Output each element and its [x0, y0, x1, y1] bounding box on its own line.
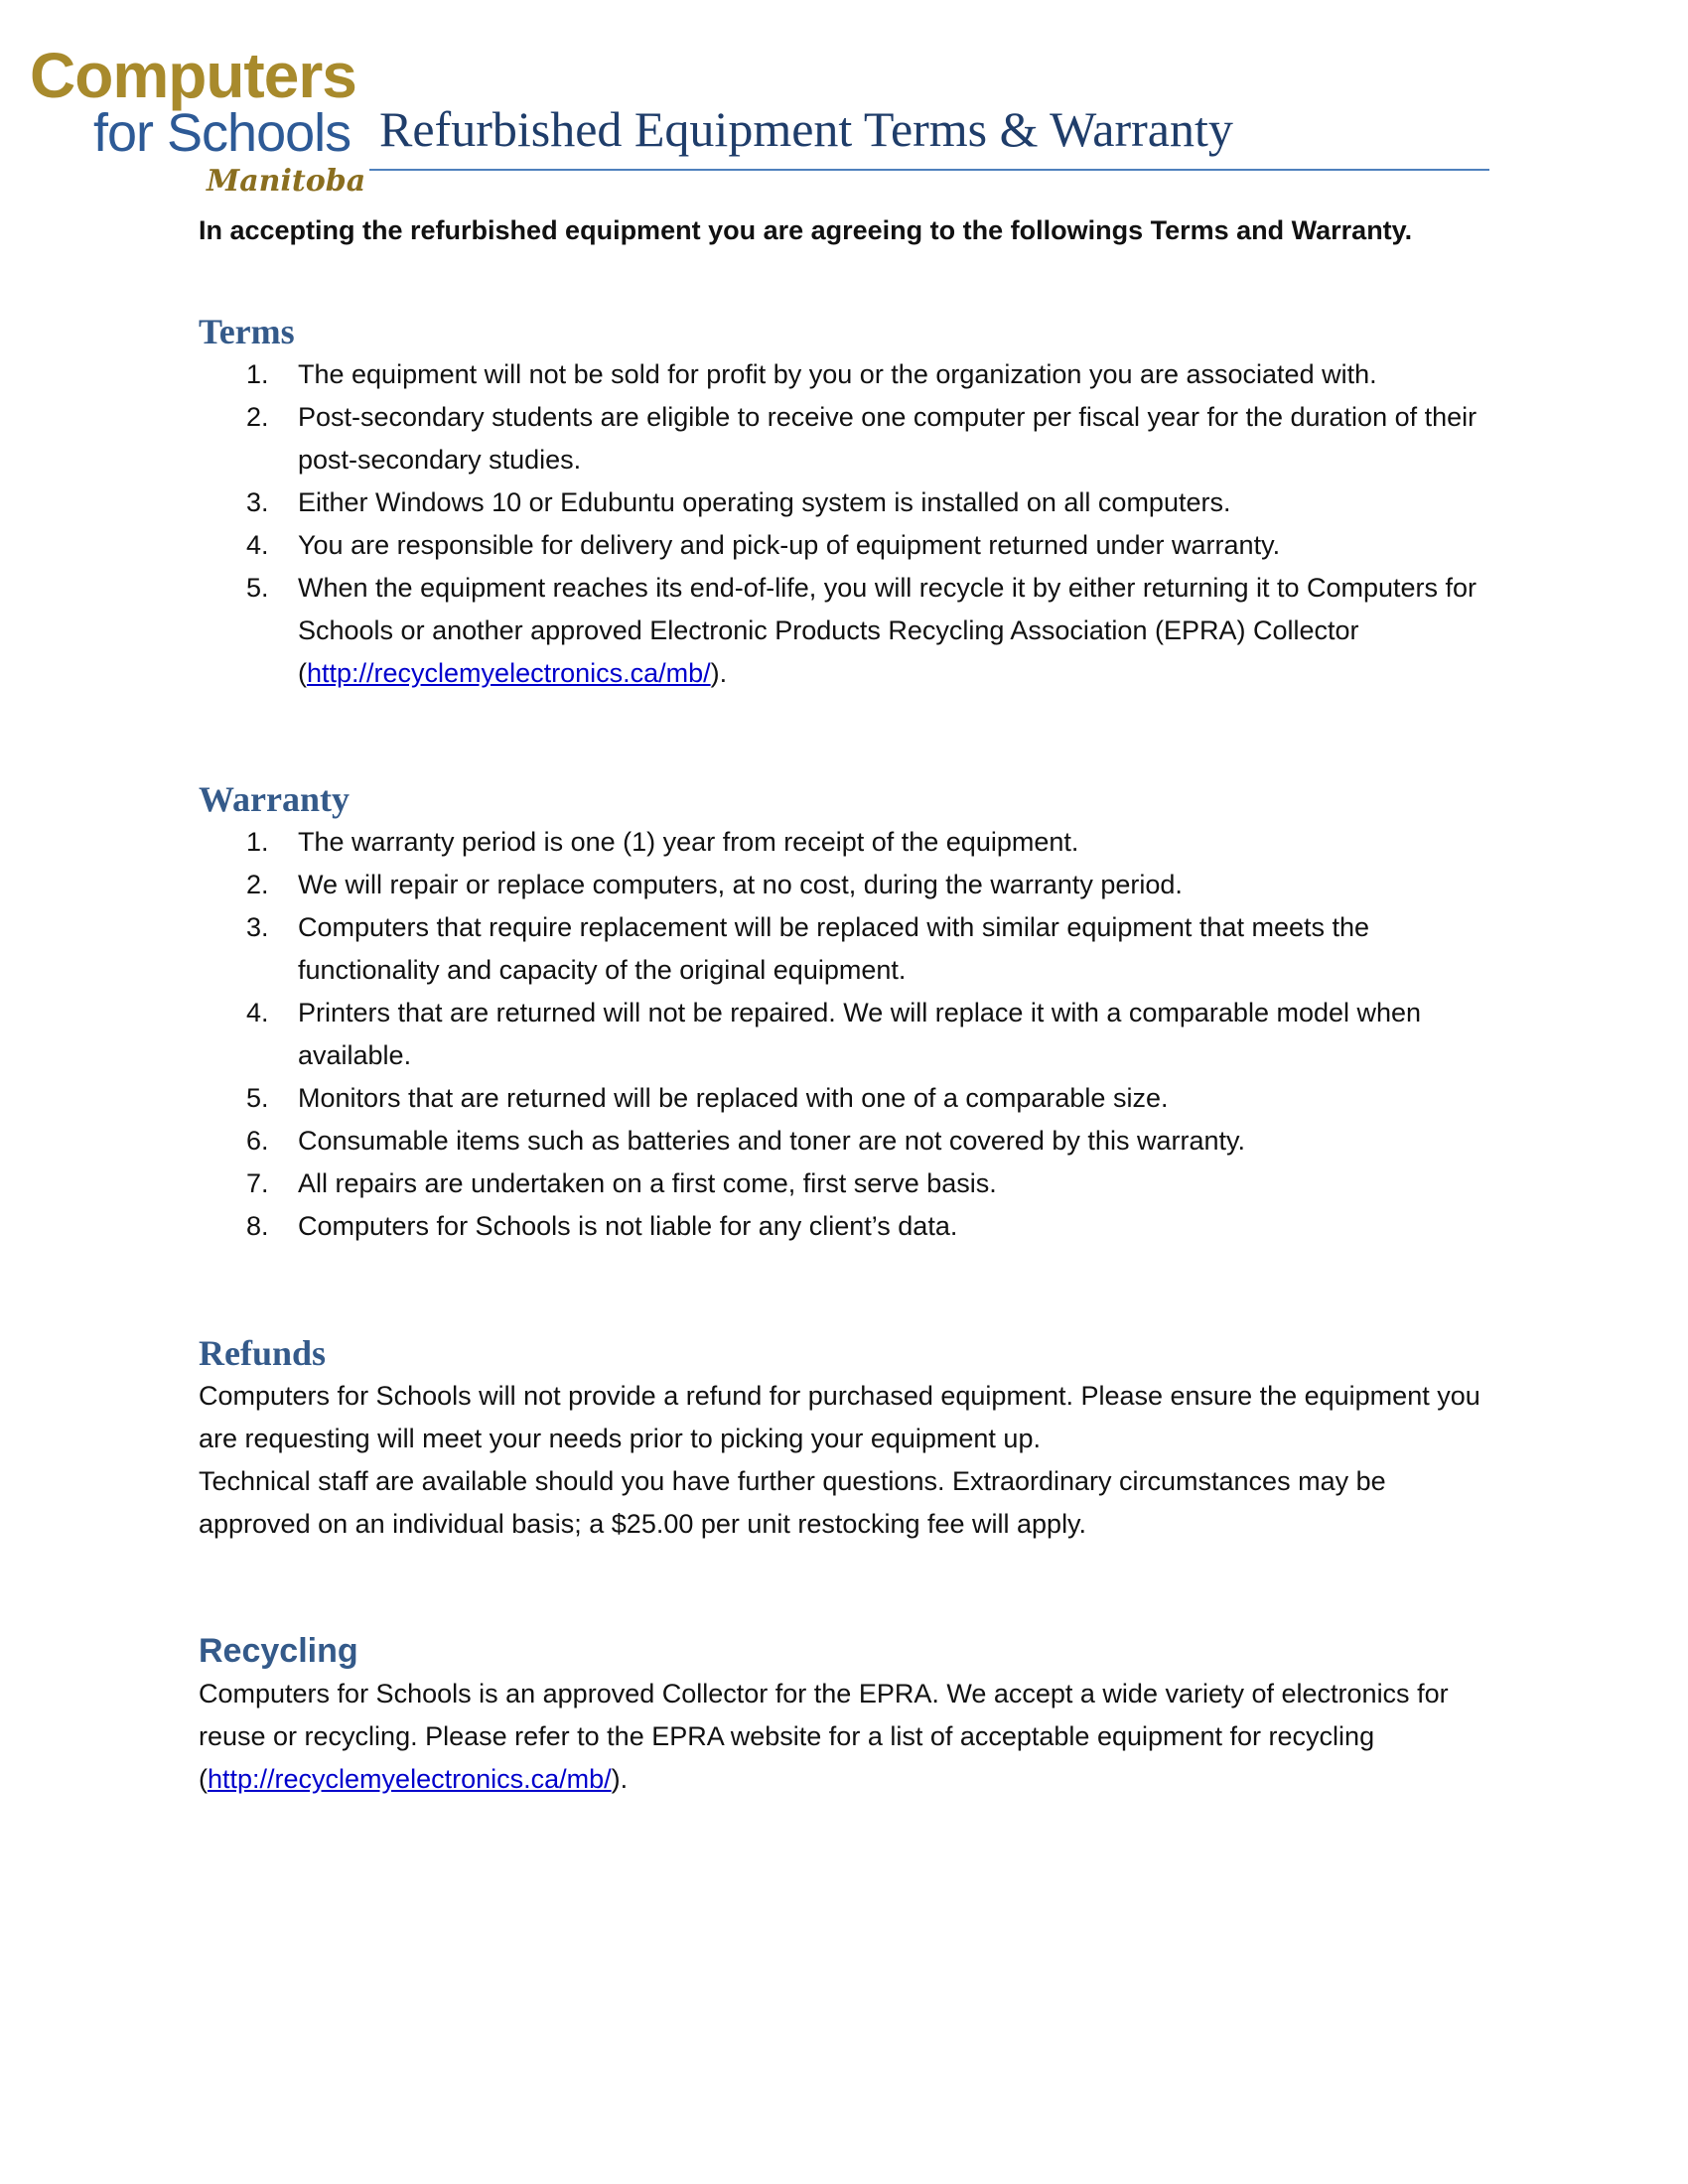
- list-item-text: Printers that are returned will not be repaired. We will replace it with a comparable model when available.: [298, 998, 1422, 1070]
- refunds-section: [199, 1331, 1489, 1546]
- warranty-item: [199, 864, 1489, 906]
- list-item-text: Either Windows 10 or Edubuntu operating system is installed on all computers.: [298, 487, 1231, 517]
- terms-list: [199, 353, 1489, 695]
- logo-text-computers: Computers: [30, 40, 356, 111]
- list-number: 5.: [246, 573, 269, 603]
- warranty-item: [199, 906, 1489, 992]
- refunds-paragraph: Technical staff are available should you have further questions. Extraordinary circumstances may be approved on an individual basis; a $25.00 per unit restocking fee will apply.: [199, 1466, 1386, 1539]
- list-item-text: Computers for Schools is not liable for any client’s data.: [298, 1211, 958, 1241]
- terms-item: [199, 567, 1489, 695]
- list-number: 1.: [246, 827, 269, 857]
- warranty-section: [199, 777, 1489, 1248]
- warranty-item: [199, 1205, 1489, 1248]
- warranty-item: [199, 1120, 1489, 1162]
- terms-item: [199, 481, 1489, 524]
- list-number: 3.: [246, 912, 269, 942]
- recycling-heading: Recycling: [199, 1632, 358, 1670]
- list-item-text: Computers that require replacement will be replaced with similar equipment that meets the functionality and capacity of the original equipment.: [298, 912, 1370, 985]
- list-item-text: All repairs are undertaken on a first come, first serve basis.: [298, 1168, 997, 1198]
- terms-item: [199, 396, 1489, 481]
- terms-item: [199, 524, 1489, 567]
- warranty-heading: Warranty: [199, 779, 350, 819]
- list-item-text: When the equipment reaches its end-of-life, you will recycle it by either returning it to Computers for Schools or another approved Electronic Products Recycling Association (EPRA) Collector (: [298, 573, 1477, 688]
- recycling-text-suffix: ).: [611, 1764, 629, 1794]
- list-item-text: You are responsible for delivery and pick-up of equipment returned under warranty.: [298, 530, 1281, 560]
- logo-text-for-schools: for Schools: [93, 103, 352, 163]
- terms-heading: Terms: [199, 312, 295, 351]
- list-item-text-suffix: ).: [710, 658, 728, 688]
- refunds-heading: Refunds: [199, 1333, 327, 1373]
- warranty-list: [199, 821, 1489, 1248]
- list-item-text: The equipment will not be sold for profit by you or the organization you are associated with.: [298, 359, 1377, 389]
- epra-link[interactable]: http://recyclemyelectronics.ca/mb/: [208, 1764, 612, 1794]
- terms-item: [199, 353, 1489, 396]
- computers-for-schools-logo: [30, 40, 377, 199]
- list-item-text: Post-secondary students are eligible to receive one computer per fiscal year for the duration of their post-secondary studies.: [298, 402, 1477, 475]
- warranty-item: [199, 1162, 1489, 1205]
- logo-text-manitoba: Manitoba: [207, 164, 366, 199]
- list-number: 3.: [246, 487, 269, 517]
- warranty-item: [199, 1077, 1489, 1120]
- list-number: 2.: [246, 870, 269, 899]
- epra-link[interactable]: http://recyclemyelectronics.ca/mb/: [307, 658, 711, 688]
- title-underline: [369, 169, 1489, 171]
- recycling-section: [199, 1629, 1489, 1801]
- list-item-text: Consumable items such as batteries and toner are not covered by this warranty.: [298, 1126, 1245, 1156]
- terms-section: [199, 310, 1489, 695]
- list-item-text: Monitors that are returned will be replaced with one of a comparable size.: [298, 1083, 1169, 1113]
- document-body: [199, 210, 1489, 1801]
- warranty-item: [199, 821, 1489, 864]
- list-number: 4.: [246, 998, 269, 1027]
- list-item-text: We will repair or replace computers, at no cost, during the warranty period.: [298, 870, 1183, 899]
- intro-statement: In accepting the refurbished equipment you are agreeing to the followings Terms and Warranty.: [199, 215, 1413, 245]
- list-number: 5.: [246, 1083, 269, 1113]
- list-item-text: The warranty period is one (1) year from receipt of the equipment.: [298, 827, 1079, 857]
- recycling-text: Computers for Schools is an approved Collector for the EPRA. We accept a wide variety of electronics for reuse or recycling. Please refer to the EPRA website for a list of acceptable equipment for recycling (: [199, 1679, 1449, 1794]
- list-number: 4.: [246, 530, 269, 560]
- recycling-paragraph: [199, 1673, 1489, 1801]
- list-number: 7.: [246, 1168, 269, 1198]
- refunds-paragraph: Computers for Schools will not provide a refund for purchased equipment. Please ensure the equipment you are requesting will meet your needs prior to picking your equipment up.: [199, 1381, 1480, 1453]
- list-number: 8.: [246, 1211, 269, 1241]
- list-number: 2.: [246, 402, 269, 432]
- warranty-item: [199, 992, 1489, 1077]
- list-number: 1.: [246, 359, 269, 389]
- document-title: Refurbished Equipment Terms & Warranty: [379, 101, 1233, 157]
- list-number: 6.: [246, 1126, 269, 1156]
